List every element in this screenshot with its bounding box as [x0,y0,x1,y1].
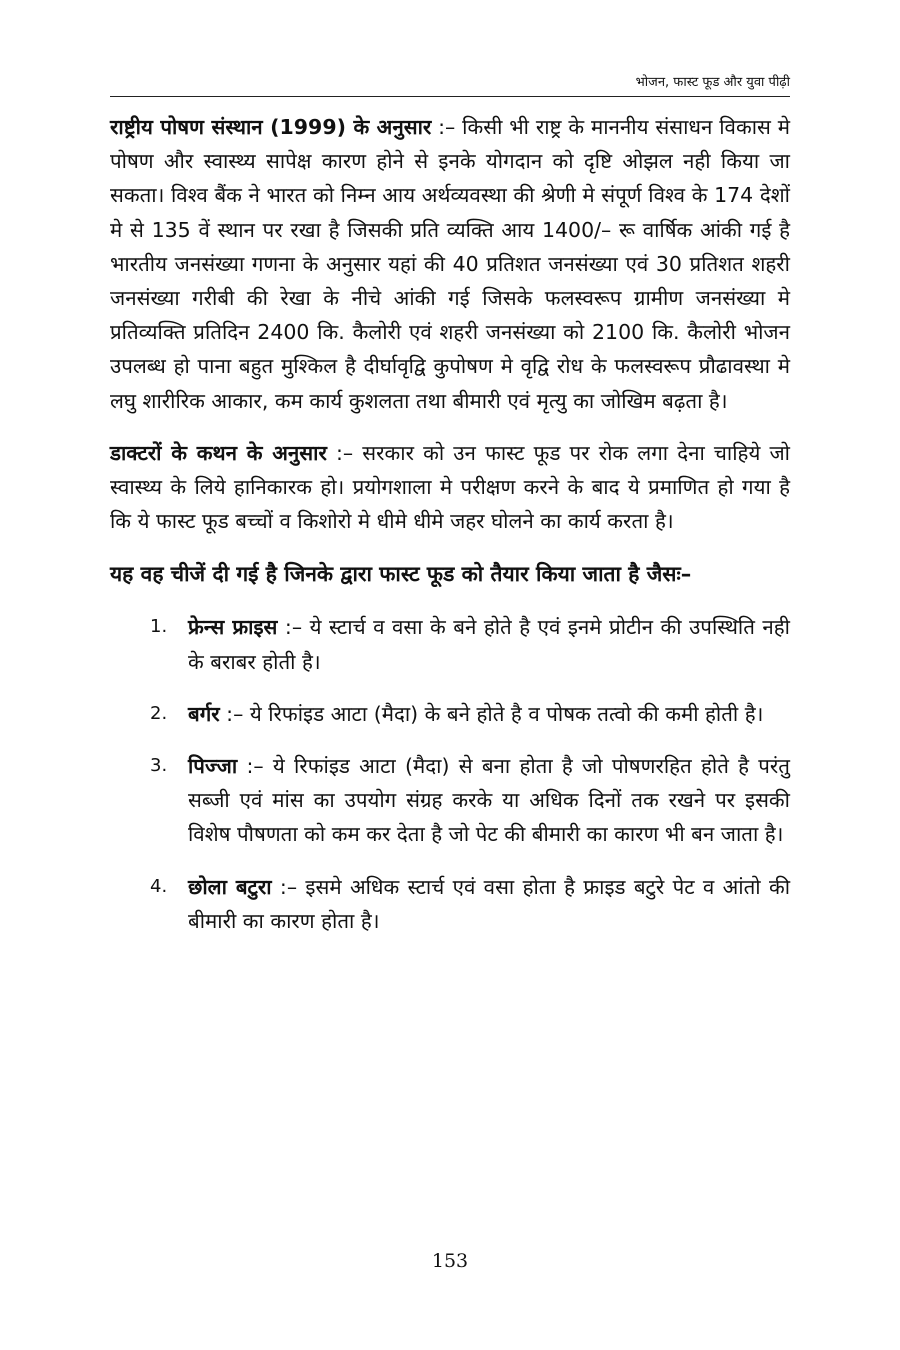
item-text: :– ये रिफांइड आटा (मैदा) से बना होता है जो पोषणरहित होते है परंतु सब्जी एवं मांस का उपयोग संग्रह करके या अधिक दिनों तक रखने पर इसकी विशेष पौषणता को कम कर देता है जो पेट की बीमारी का कारण भी बन जाता है। [188,754,790,847]
section-heading: यह वह चीजें दी गई है जिनके द्वारा फास्ट फूड को तैयार किया जाता है जैसः– [110,562,692,587]
item-term: फ्रेन्स फ्राइस [188,615,278,640]
paragraph-nutrition-institute [110,110,790,418]
paragraph-text: :– किसी भी राष्ट्र के माननीय संसाधन विकास मे पोषण और स्वास्थ्य सापेक्ष कारण होने से इनके योगदान को दृष्टि ओझल नही किया जा सकता। विश्व बैंक ने भारत को निम्न आय अर्थव्यवस्था की श्रेणी मे संपूर्ण विश्व के 174 देशों मे से 135 वें स्थान पर रखा है जिसकी प्रति व्यक्ति आय 1400/– रू वार्षिक आंकी गई है भारतीय जनसंख्या गणना के अनुसार यहां की 40 प्रतिशत जनसंख्या एवं 30 प्रतिशत शहरी जनसंख्या गरीबी की रेखा के नीचे आंकी गई जिसके फलस्वरूप ग्रामीण जनसंख्या मे प्रतिव्यक्ति प्रतिदिन 2400 कि. कैलोरी एवं शहरी जनसंख्या को 2100 कि. कैलोरी भोजन उपलब्ध हो पाना बहुत मुश्किल है दीर्घावृद्वि कुपोषण मे वृद्वि रोध के फलस्वरूप प्रौढावस्था मे लघु शारीरिक आकार, कम कार्य कुशलता तथा बीमारी एवं मृत्यु का जोखिम बढ़ता है। [110,115,790,413]
item-text: :– ये रिफांइड आटा (मैदा) के बने होते है व पोषक तत्वो की कमी होती है। [219,701,764,726]
item-term: छोला बटुरा [188,874,272,899]
item-number: 1. [150,616,168,638]
paragraph-doctors [110,436,790,539]
running-header [110,72,790,97]
page-number: 153 [431,1250,469,1272]
item-term: बर्गर [188,701,220,726]
item-number: 3. [150,755,168,777]
paragraph-lead: डाक्टरों के कथन के अनुसार [110,440,327,465]
item-text: :– इसमे अधिक स्टार्च एवं वसा होता है फ्राइड बटुरे पेट व आंतो की बीमारी का कारण होता है। [188,874,790,933]
list-item [110,749,790,852]
list-item [110,870,790,938]
item-term: पिज्जा [188,754,238,779]
paragraph-text: :– सरकार को उन फास्ट फूड पर रोक लगा देना चाहिये जो स्वास्थ्य के लिये हानिकारक हो। प्रयोगशाला मे परीक्षण करने के बाद ये प्रमाणित हो गया है कि ये फास्ट फूड बच्चों व किशोरो मे धीमे धीमे जहर घोलने का कार्य करता है। [110,440,790,534]
list-item [110,610,790,678]
running-title: भोजन, फास्ट फूड और युवा पीढ़ी [635,75,790,90]
list-item [110,697,790,731]
fast-food-list [110,610,790,938]
item-number: 2. [150,702,168,724]
item-number: 4. [150,875,168,897]
item-text: :– ये स्टार्च व वसा के बने होते है एवं इनमे प्रोटीन की उपस्थिति नही के बराबर होती है। [188,615,790,674]
paragraph-lead: राष्ट्रीय पोषण संस्थान (1999) के अनुसार [110,115,432,139]
page-body [110,110,790,956]
